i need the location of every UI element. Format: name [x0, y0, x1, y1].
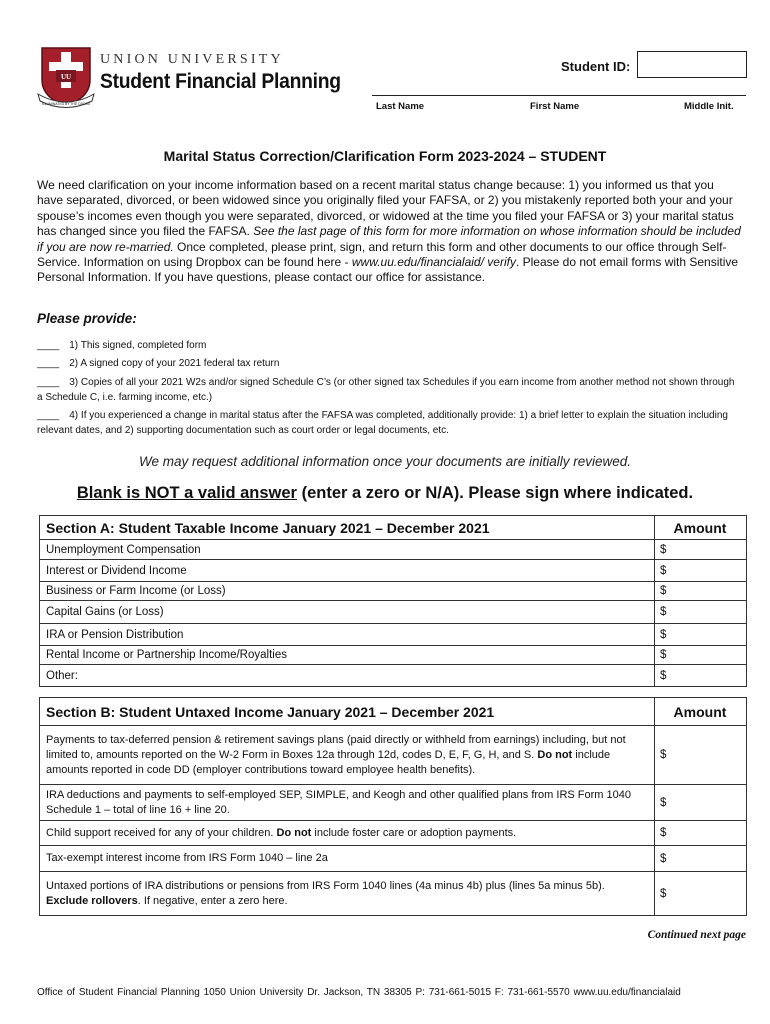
middle-init-label: Middle Init.	[684, 101, 734, 112]
name-line[interactable]	[372, 95, 746, 96]
last-name-label: Last Name	[376, 101, 425, 112]
amount-field[interactable]: $	[655, 582, 747, 601]
section-b-title: Section B: Student Untaxed Income January 2021 – December 2021	[40, 698, 655, 726]
amount-field[interactable]: $	[655, 560, 747, 582]
requirement-item: ____ 1) This signed, completed form	[37, 340, 207, 351]
union-university-seal	[36, 44, 96, 110]
income-label: Tax-exempt interest income from IRS Form 1040 – line 2a	[40, 846, 655, 872]
amount-field[interactable]: $	[655, 601, 747, 624]
requirement-item: ____ 4) If you experienced a change in marital status after the FAFSA was completed, additionally provide: 1) a brief letter to explain the situation including relevant dates, and 2) supporting documentation such as court order or legal documents, etc.	[37, 410, 728, 436]
income-label: Child support received for any of your children. Do not include foster care or adoption payments.	[40, 821, 655, 846]
check-blank[interactable]: ____	[37, 377, 60, 388]
check-blank[interactable]: ____	[37, 410, 60, 421]
amount-field[interactable]: $	[655, 624, 747, 646]
amount-field[interactable]: $	[655, 665, 747, 687]
student-id-field[interactable]	[637, 51, 747, 78]
verify-link[interactable]: www.uu.edu/financialaid/ verify	[351, 255, 516, 270]
svg-text:ILLUMINATED BY THE CROSS: ILLUMINATED BY THE CROSS	[41, 102, 91, 106]
income-label: IRA or Pension Distribution	[40, 624, 655, 646]
amount-field[interactable]: $	[655, 646, 747, 665]
income-label: Untaxed portions of IRA distributions or pensions from IRS Form 1040 lines (4a minus 4b) plus (lines 5a minus 5b). Exclude rollovers. If negative, enter a zero here.	[40, 872, 655, 916]
amount-field[interactable]: $	[655, 785, 747, 821]
student-id-label: Student ID:	[561, 59, 631, 74]
income-label: IRA deductions and payments to self-employed SEP, SIMPLE, and Keogh and other qualified plans from IRS Form 1040 Schedule 1 – total of line 16 + line 20.	[40, 785, 655, 821]
section-a-title: Section A: Student Taxable Income January 2021 – December 2021	[40, 516, 655, 540]
form-title: Marital Status Correction/Clarification Form 2023-2024 – STUDENT	[163, 148, 607, 164]
amount-header: Amount	[655, 516, 747, 540]
requirement-item: ____ 2) A signed copy of your 2021 federal tax return	[37, 358, 280, 369]
income-label: Unemployment Compensation	[40, 540, 655, 560]
amount-header: Amount	[655, 698, 747, 726]
amount-field[interactable]: $	[655, 821, 747, 846]
intro-paragraph: We need clarification on your income information based on a recent marital status change because: 1) you informed us that you have separated, divorced, or been widowed since you originally filed your FAFSA, or 2) you mistakenly reported both your and your spouse’s incomes even though you were separated, divorced, or widowed at the time you filed your FAFSA or 3) your marital status has changed since you filed the FAFSA. See the last page of this form for more information on whose information should be included if you are now re-married. Once completed, please print, sign, and return this form and other documents to our office through Self-Service. Information on using Dropbox can be found here - www.uu.edu/financialaid/ verify. Please do not email forms with Sensitive Personal Information. If you have questions, please contact our office for assistance.	[37, 178, 741, 285]
amount-field[interactable]: $	[655, 540, 747, 560]
income-label: Payments to tax-deferred pension & retirement savings plans (paid directly or withheld from earnings) including, but not limited to, amounts reported on the W-2 Form in Boxes 12a through 12d, codes D, E, F, G, H, and S. Do not include amounts reported in code DD (employer contributions toward employee health benefits).	[40, 726, 655, 785]
check-blank[interactable]: ____	[37, 340, 60, 351]
income-label: Capital Gains (or Loss)	[40, 601, 655, 624]
footer-address: Office of Student Financial Planning 1050 Union University Dr. Jackson, TN 38305 P: 731-661-5015 F: 731-661-5570 www.uu.edu/financialaid	[37, 987, 681, 998]
university-name: UNION UNIVERSITY	[100, 52, 284, 67]
amount-field[interactable]: $	[655, 846, 747, 872]
please-provide-heading: Please provide:	[37, 311, 137, 326]
income-label: Business or Farm Income (or Loss)	[40, 582, 655, 601]
income-label: Other:	[40, 665, 655, 687]
continued-note: Continued next page	[647, 929, 746, 941]
first-name-label: First Name	[530, 101, 580, 112]
income-label: Interest or Dividend Income	[40, 560, 655, 582]
department-name: Student Financial Planning	[100, 70, 341, 93]
check-blank[interactable]: ____	[37, 358, 60, 369]
blank-notice: Blank is NOT a valid answer (enter a zero or N/A). Please sign where indicated.	[76, 484, 694, 502]
amount-field[interactable]: $	[655, 872, 747, 916]
svg-text:UU: UU	[60, 73, 72, 81]
section-a-table	[39, 515, 747, 687]
review-note: We may request additional information once your documents are initially reviewed.	[139, 454, 631, 469]
amount-field[interactable]: $	[655, 726, 747, 785]
requirement-item: ____ 3) Copies of all your 2021 W2s and/or signed Schedule C’s (or other signed tax Schedules if you earn income from another method not shown through a Schedule C, i.e. farming income, etc.)	[37, 377, 735, 403]
seal-icon	[36, 44, 96, 110]
income-label: Rental Income or Partnership Income/Royalties	[40, 646, 655, 665]
section-b-table	[39, 697, 747, 916]
